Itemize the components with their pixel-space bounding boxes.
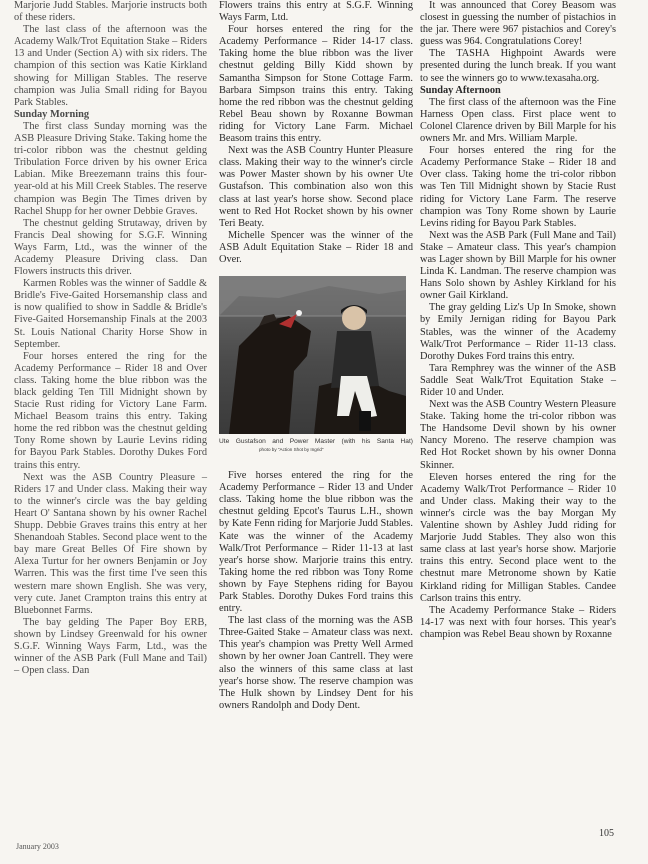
issue-date: January 2003 [16,842,59,851]
photo-caption [219,438,413,454]
caption-text: Ute Gustafson and Power Master (with his Santa Hat) [219,438,413,446]
paragraph: The bay gelding The Paper Boy ERB, shown by Lindsey Greenwald for his owner S.G.F. Winning Ways Farm, Ltd., was the winner of the ASB Park (Full Mane and Tail) – Open class. Dan [14,616,207,677]
paragraph: Next was the ASB Country Western Pleasure Stake. Taking home the tri-color ribbon was The Handsome Devil shown by his owner Nancy Moreno. The reserve champion was Red Hot Rocket shown by his owner Donna Skinner. [420,399,616,471]
paragraph: Flowers trains this entry at S.G.F. Winning Ways Farm, Ltd. [219,0,413,24]
paragraph: Five horses entered the ring for the Academy Performance – Rider 13 and Under class. Taking home the blue ribbon was the chestnut gelding Epcot's Taurus L.H., shown by Kate Fenn riding for Marjorie Judd Stables. Kate was the winner of the Academy Walk/Trot Performance – Rider 11-13 at last year's horse show. Marjorie trains this entry. Taking home the red ribbon was Tony Rome shown by Faye Stephens riding for Bayou Park Stables. Dorothy Dukes Ford trains this entry. [219,470,413,615]
section-heading-sunday-morning: Sunday Morning [14,108,90,120]
paragraph: The last class of the morning was the ASB Three-Gaited Stake – Amateur class was next. This year's champion was Pretty Well Armed shown by her owner Joan Cantrell. They were also the winners of this same class at last year's horse show. The reserve champion was The Hulk shown by Lindsey Dent for his owners Randolph and Dody Dent. [219,615,413,711]
horse-rider-image [219,276,406,434]
paragraph: The chestnut gelding Strutaway, driven by Francis Deal showing for S.G.F. Winning Ways Farm, Ltd., was the winner of the Academy Pleasure Driving class. Dan Flowers instructs this driver. [14,217,207,278]
paragraph: Four horses entered the ring for the Academy Performance Stake – Rider 18 and Over class. Taking home the tri-color ribbon was Ten Till Midnight shown by Stacie Rust riding for Victory Lane Farm. The reserve champion was Tony Rome shown by Laurie Levins riding for Bayou Park Stables. [420,145,616,229]
column-left [14,0,207,677]
paragraph: The TASHA Highpoint Awards were presented during the lunch break. If you want to see the winners go to www.texasaha.org. [420,48,616,84]
paragraph: The last class of the afternoon was the Academy Walk/Trot Equitation Stake – Riders 13 and Under (Section A) with six riders. The champion of this section was Katie Kirkland showing for Milligan Stables. The reserve champion was Julia Small riding for Bayou Park Stables. [14,24,207,108]
paragraph: Karmen Robles was the winner of Saddle & Bridle's Five-Gaited Horsemanship class and is now qualified to show in Saddle & Bridle's Five-Gaited Horsemanship Finals at the 2003 St. Louis National Charity Horse Show in September. [14,278,207,350]
paragraph: Next was the ASB Country Pleasure – Riders 17 and Under class. Making their way to the winner's circle was the bay gelding Heart O' Santana shown by his owner Rachel Shupp. Debbie Graves trains this entry at her Shenandoah Stables. Second place went to the bay mare Great Belles Of Fire shown by Alexa Turtur for her owners Benjamin or Joy Warren. This was the first time I've seen this western mare shown English. She was very, very cute. Janet Crampton trains this entry at Bluebonnet Farms. [14,471,207,616]
paragraph: The first class Sunday morning was the ASB Pleasure Driving Stake. Taking home the tri-color ribbon was the chestnut gelding Tribulation Force driven by his owner Erica Labian. Mike Breezemann trains this four-year-old at his Mill Creek Stables. The reserve champion was Begin The Times driven by Rachel Shupp for her owner Debbie Graves. [14,120,207,217]
paragraph: Four horses entered the ring for the Academy Performance – Rider 18 and Over class. Taking home the blue ribbon was the black gelding Ten Till Midnight shown by Stacie Rust riding for Victory Lane Farm. Michael Beasom trains this entry. Taking home the red ribbon was the chestnut gelding Tony Rome shown by Laurie Levins riding for Bayou Park Stables. Dorothy Dukes Ford trains this entry. [14,350,207,471]
paragraph: It was announced that Corey Beasom was closest in guessing the number of pistachios in the jar. There were 967 pistachios and Corey's guess was 964. Congratulations Corey! [420,0,616,48]
paragraph: Next was the ASB Park (Full Mane and Tail) Stake – Amateur class. This year's champion was Lager shown by Bill Marple for his owner Linda K. Landman. The reserve champion was Hans Solo shown by Ashley Kirkland for his owner Gail Kirkland. [420,229,616,302]
paragraph: Marjorie Judd Stables. Marjorie instructs both of these riders. [14,0,207,24]
section-heading-sunday-afternoon: Sunday Afternoon [420,84,501,96]
page-number: 105 [599,828,614,839]
paragraph: Next was the ASB Country Hunter Pleasure class. Making their way to the winner's circle was Power Master shown by his owner Ute Gustafson. This combination also won this class at last year's horse show. Second place went to Red Hot Rocket shown by his owner Teri Beaty. [219,145,413,229]
photo-credit: photo by "Action Shot by Ingrid" [259,447,324,453]
column-middle [219,0,413,712]
column-right [420,0,616,641]
paragraph: Michelle Spencer was the winner of the ASB Adult Equitation Stake – Rider 18 and Over. [219,229,413,265]
paragraph: The Academy Performance Stake – Riders 14-17 was next with four horses. This year's champion was Rebel Beau shown by Roxanne [420,604,616,640]
paragraph: The gray gelding Liz's Up In Smoke, shown by Emily Jernigan riding for Bayou Park Stables, was the winner of the Academy Walk/Trot Performance – Rider 11-13 class. Dorothy Dukes Ford trains this entry. [420,302,616,362]
paragraph: Four horses entered the ring for the Academy Performance – Rider 14-17 class. Taking home the blue ribbon was the liver chestnut gelding Billy Kidd shown by Samantha Simpson for Stone Cottage Farm. Barbara Simpson trains this entry. Taking home the red ribbon was the chestnut gelding Rebel Beau shown by Roxanne Bowman riding for Victory Lane Farm. Michael Beasom trains this entry. [219,24,413,145]
paragraph: Tara Remphrey was the winner of the ASB Saddle Seat Walk/Trot Equitation Stake – Rider 10 and Under. [420,362,616,398]
paragraph: The first class of the afternoon was the Fine Harness Open class. First place went to Colonel Clarence driven by Bill Marple for his owners Mr. and Mrs. William Marple. [420,96,616,145]
horse-rider-photo [219,276,406,434]
paragraph: Eleven horses entered the ring for the Academy Walk/Trot Performance – Rider 10 and Under class. Making their way to the winner's circle was the bay Morgan My Valentine shown by Ashley Judd riding for Marjorie Judd Stables. They also won this same class at last year's horse show. Marjorie trains this entry. Second place went to the chestnut mare Metronome shown by Katie Kirkland riding for Milligan Stables. Candee Carlson trains this entry. [420,471,616,604]
